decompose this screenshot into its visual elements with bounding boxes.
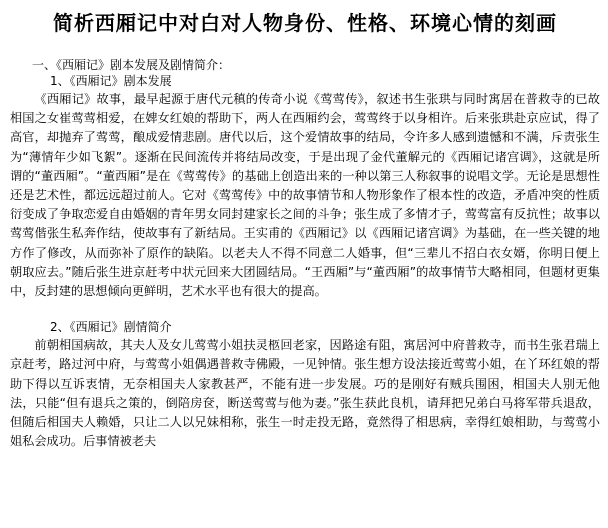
paragraph-spacer [10,301,600,319]
subsection-heading-synopsis: 2、《西厢记》剧情简介 [50,320,172,335]
paragraph-synopsis: 前朝相国病故，其夫人及女儿莺莺小姐扶灵柩回老家，因路途有阻，寓居河中府普救寺，而书生张君瑞上京赶考，路过河中府，与莺莺小姐偶遇普救寺佛殿，一见钟情。张生想方设法接近莺莺小姐，在丫环红娘的帮助下得以互诉衷情，无奈相国夫人家教甚严，不能有进一步发展。巧的是刚好有贼兵围困，相国夫人别无他法，只能“但有退兵之策的，倒陪房奁，断送莺莺与他为妻。”张生获此良机，请拜把兄弟白马将军带兵退敌，但随后相国夫人赖婚，只让二人以兄妹相称，张生一时走投无路，竟然得了相思病，幸得红娘相助，与莺莺小姐私会成功。后事情被老夫 [10,338,600,449]
paragraph-development: 《西厢记》故事，最早起源于唐代元稹的传奇小说《莺莺传》，叙述书生张珙与同时寓居在普救寺的已故相国之女崔莺莺相爱，在婢女红娘的帮助下，两人在西厢约会，莺莺终于以身相许。后来张珙赴京应试，得了高官，却抛弃了莺莺，酿成爱情悲剧。唐代以后，这个爱情故事的结局，令许多人感到遗憾和不满，斥责张生为“薄情年少如飞絮”。逐渐在民间流传并将结局改变，于是出现了金代董解元的《西厢记诸宫调》，这就是所谓的“董西厢”。“董西厢”是在《莺莺传》的基础上创造出来的一种以第三人称叙事的说唱文学。无论是思想性还是艺术性，都远远超过前人。它对《莺莺传》中的故事情节和人物形象作了根本性的改造，矛盾冲突的性质衍变成了争取恋爱自由婚姻的青年男女同封建家长之间的斗争；张生成了多情才子，莺莺富有反抗性；故事以莺莺偕张生私奔作结，使故事有了新结局。王实甫的《西厢记》以《西厢记诸宫调》为基础，在一些关键的地方作了修改，从而弥补了原作的缺陷。以老夫人不得不同意二人婚事，但“三辈儿不招白衣女婿，你明日便上朝取应去。”随后张生进京赶考中状元回来大团圆结局。“王西厢”与“董西厢”的故事情节大略相同，但题材更集中，反封建的思想倾向更鲜明，艺术水平也有很大的提高。 [10,92,600,299]
subsection-heading-development: 1、《西厢记》剧本发展 [50,74,172,88]
document-title: 简析西厢记中对白对人物身份、性格、环境心情的刻画 [53,11,557,35]
section-heading: 一、《西厢记》剧本发展及剧情简介： [32,58,231,72]
